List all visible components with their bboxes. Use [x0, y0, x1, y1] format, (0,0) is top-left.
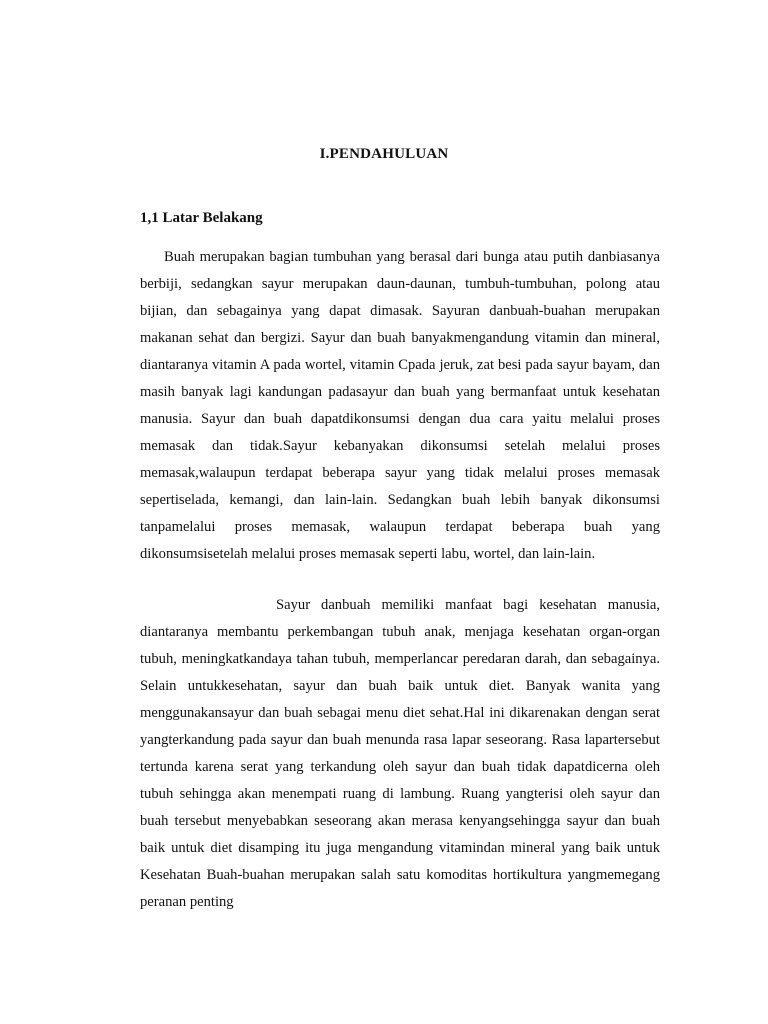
paragraph-1: Buah merupakan bagian tumbuhan yang berasal dari bunga atau putih danbiasanya berbiji, sedangkan sayur merupakan daun-daunan, tumbuh-tumbuhan, polong atau bijian, dan sebagainya yang dapat dimasak. Sayuran danbuah-buahan merupakan makanan sehat dan bergizi. Sayur dan buah banyakmengandung vitamin dan mineral, diantaranya vitamin A pada wortel, vitamin Cpada jeruk, zat besi pada sayur bayam, dan masih banyak lagi kandungan padasayur dan buah yang bermanfaat untuk kesehatan manusia. Sayur dan buah dapatdikonsumsi dengan dua cara yaitu melalui proses memasak dan tidak.Sayur kebanyakan dikonsumsi setelah melalui proses memasak,walaupun terdapat beberapa sayur yang tidak melalui proses memasak sepertiselada, kemangi, dan lain-lain. Sedangkan buah lebih banyak dikonsumsi tanpamelalui proses memasak, walaupun terdapat beberapa buah yang dikonsumsisetelah melalui proses memasak seperti labu, wortel, dan lain-lain.	[140, 249, 660, 562]
section-title: 1,1 Latar Belakang	[140, 210, 263, 226]
chapter-heading: I.PENDAHULUAN	[319, 146, 449, 162]
paragraph-2: Sayur danbuah memiliki manfaat bagi kesehatan manusia, diantaranya membantu perkembangan tubuh anak, menjaga kesehatan organ-organ tubuh, meningkatkandaya tahan tubuh, memperlancar peredaran darah, dan sebagainya. Selain untukkesehatan, sayur dan buah baik untuk diet. Banyak wanita yang menggunakansayur dan buah sebagai menu diet sehat.Hal ini dikarenakan dengan serat yangterkandung pada sayur dan buah menunda rasa lapar seseorang. Rasa lapartersebut tertunda karena serat yang terkandung oleh sayur dan buah tidak dapatdicerna oleh tubuh sehingga akan menempati ruang di lambung. Ruang yangterisi oleh sayur dan buah tersebut menyebabkan seseorang akan merasa kenyangsehingga sayur dan buah baik untuk diet disamping itu juga mengandung vitamindan mineral yang baik untuk Kesehatan Buah-buahan merupakan salah satu komoditas hortikultura yangmemegang peranan penting	[140, 597, 660, 910]
